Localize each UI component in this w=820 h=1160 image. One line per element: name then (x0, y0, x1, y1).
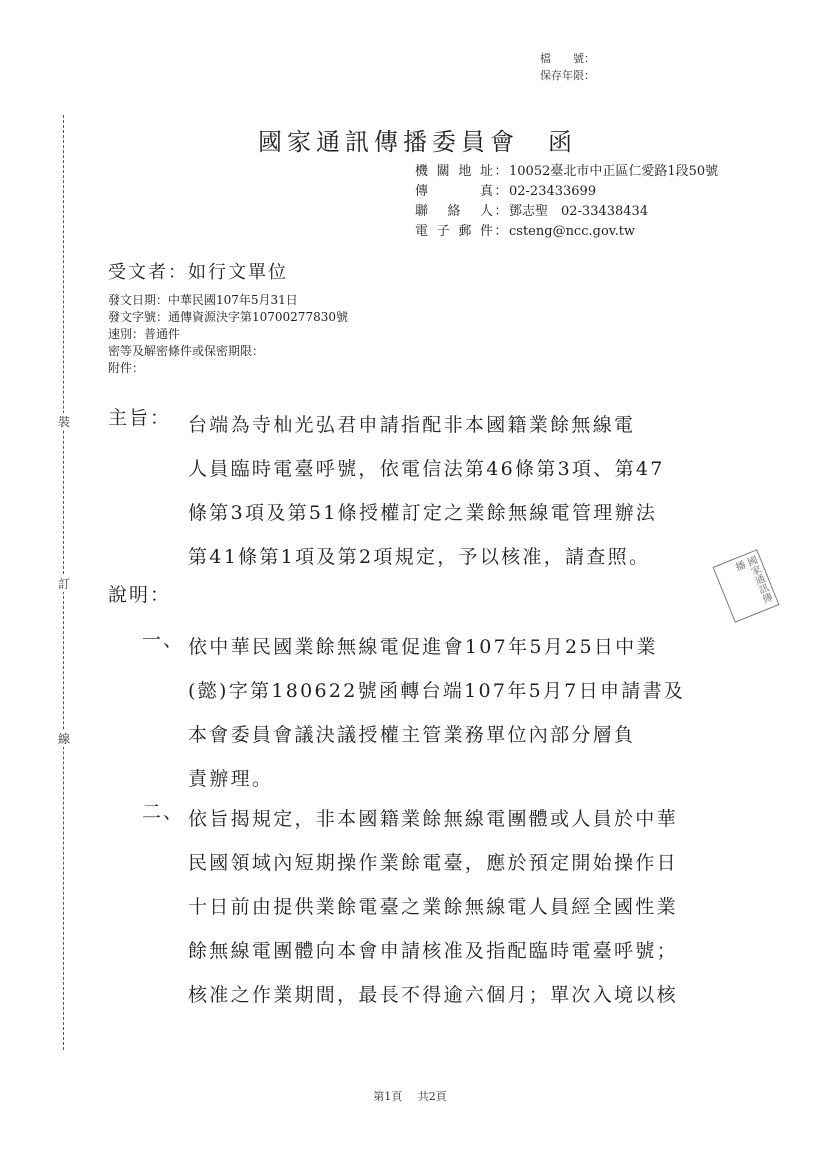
contact-value: 02-23433699 (509, 184, 597, 199)
contact-value: 鄧志聖 02-33438434 (509, 204, 649, 219)
contact-label: 機關地址 (415, 164, 493, 179)
attachments: 附件： (108, 361, 145, 375)
contact-row-fax: 傳真 ： 02-23433699 (415, 182, 718, 202)
document-number: 發文字號：通傳資源決字第10700277830號 (108, 310, 348, 324)
recipient: 受文者：如行文單位 (108, 262, 288, 283)
document-meta (108, 292, 348, 377)
explanation-line: 責辦理。 (188, 768, 274, 790)
secrecy-level: 密等及解密條件或保密期限： (108, 344, 265, 358)
contact-block (415, 162, 718, 242)
contact-row-email: 電子郵件 ： csteng@ncc.gov.tw (415, 222, 718, 242)
explanation-item-2 (188, 797, 738, 1017)
explanation-item-number: 一、 (142, 629, 185, 651)
explanation-label: 說明： (108, 584, 172, 606)
file-number-label: 檔 號： (540, 52, 595, 65)
document-title: 國家通訊傳播委員會 函 (258, 128, 577, 156)
explanation-line: 餘無線電團體向本會申請核准及指配臨時電臺呼號； (188, 940, 678, 962)
contact-label: 傳真 (415, 184, 493, 199)
explanation-line: 十日前由提供業餘電臺之業餘無線電人員經全國性業 (188, 896, 678, 918)
contact-row-address: 機關地址 ： 10052臺北市中正區仁愛路1段50號 (415, 162, 718, 182)
subject-line: 條第3項及第51條授權訂定之業餘無線電管理辦法 (188, 502, 658, 524)
retention-period-label: 保存年限： (540, 69, 595, 82)
subject-line: 第41條第1項及第2項規定，予以核准，請查照。 (188, 546, 651, 568)
contact-label: 聯絡人 (415, 204, 493, 219)
contact-label: 電子郵件 (415, 224, 493, 239)
binding-mark-zhuang: 裝 (57, 415, 70, 429)
subject-label: 主旨： (108, 407, 172, 429)
explanation-item-1 (188, 625, 738, 801)
file-info (540, 50, 595, 84)
delivery-speed: 速別：普通件 (108, 327, 181, 341)
explanation-line: 核准之作業期間，最長不得逾六個月；單次入境以核 (188, 984, 678, 1006)
issue-date: 發文日期：中華民國107年5月31日 (108, 293, 298, 307)
explanation-line: 依旨揭規定，非本國籍業餘無線電團體或人員於中華 (188, 808, 678, 830)
binding-mark-xian: 線 (57, 732, 70, 746)
explanation-line: 依中華民國業餘無線電促進會107年5月25日中業 (188, 636, 658, 658)
explanation-line: 民國領域內短期操作業餘電臺，應於預定開始操作日 (188, 852, 678, 874)
contact-value: 10052臺北市中正區仁愛路1段50號 (509, 164, 719, 179)
explanation-item-number: 二、 (142, 801, 185, 823)
official-stamp: 國家通訊傳播 (713, 549, 780, 623)
binding-mark-ding: 訂 (57, 577, 70, 591)
subject-line: 台端為寺杣光弘君申請指配非本國籍業餘無線電 (188, 414, 636, 436)
explanation-line: (懿)字第180622號函轉台端107年5月7日申請書及 (188, 680, 686, 702)
page-total: 共2頁 (417, 1090, 447, 1103)
page-number: 第1頁 (373, 1090, 403, 1103)
explanation-line: 本會委員會議決議授權主管業務單位內部分層負 (188, 724, 636, 746)
page-footer (0, 1088, 820, 1104)
subject-body (188, 403, 728, 579)
contact-row-person: 聯絡人 ： 鄧志聖 02-33438434 (415, 202, 718, 222)
subject-line: 人員臨時電臺呼號，依電信法第46條第3項、第47 (188, 458, 665, 480)
contact-value: csteng@ncc.gov.tw (509, 224, 636, 239)
